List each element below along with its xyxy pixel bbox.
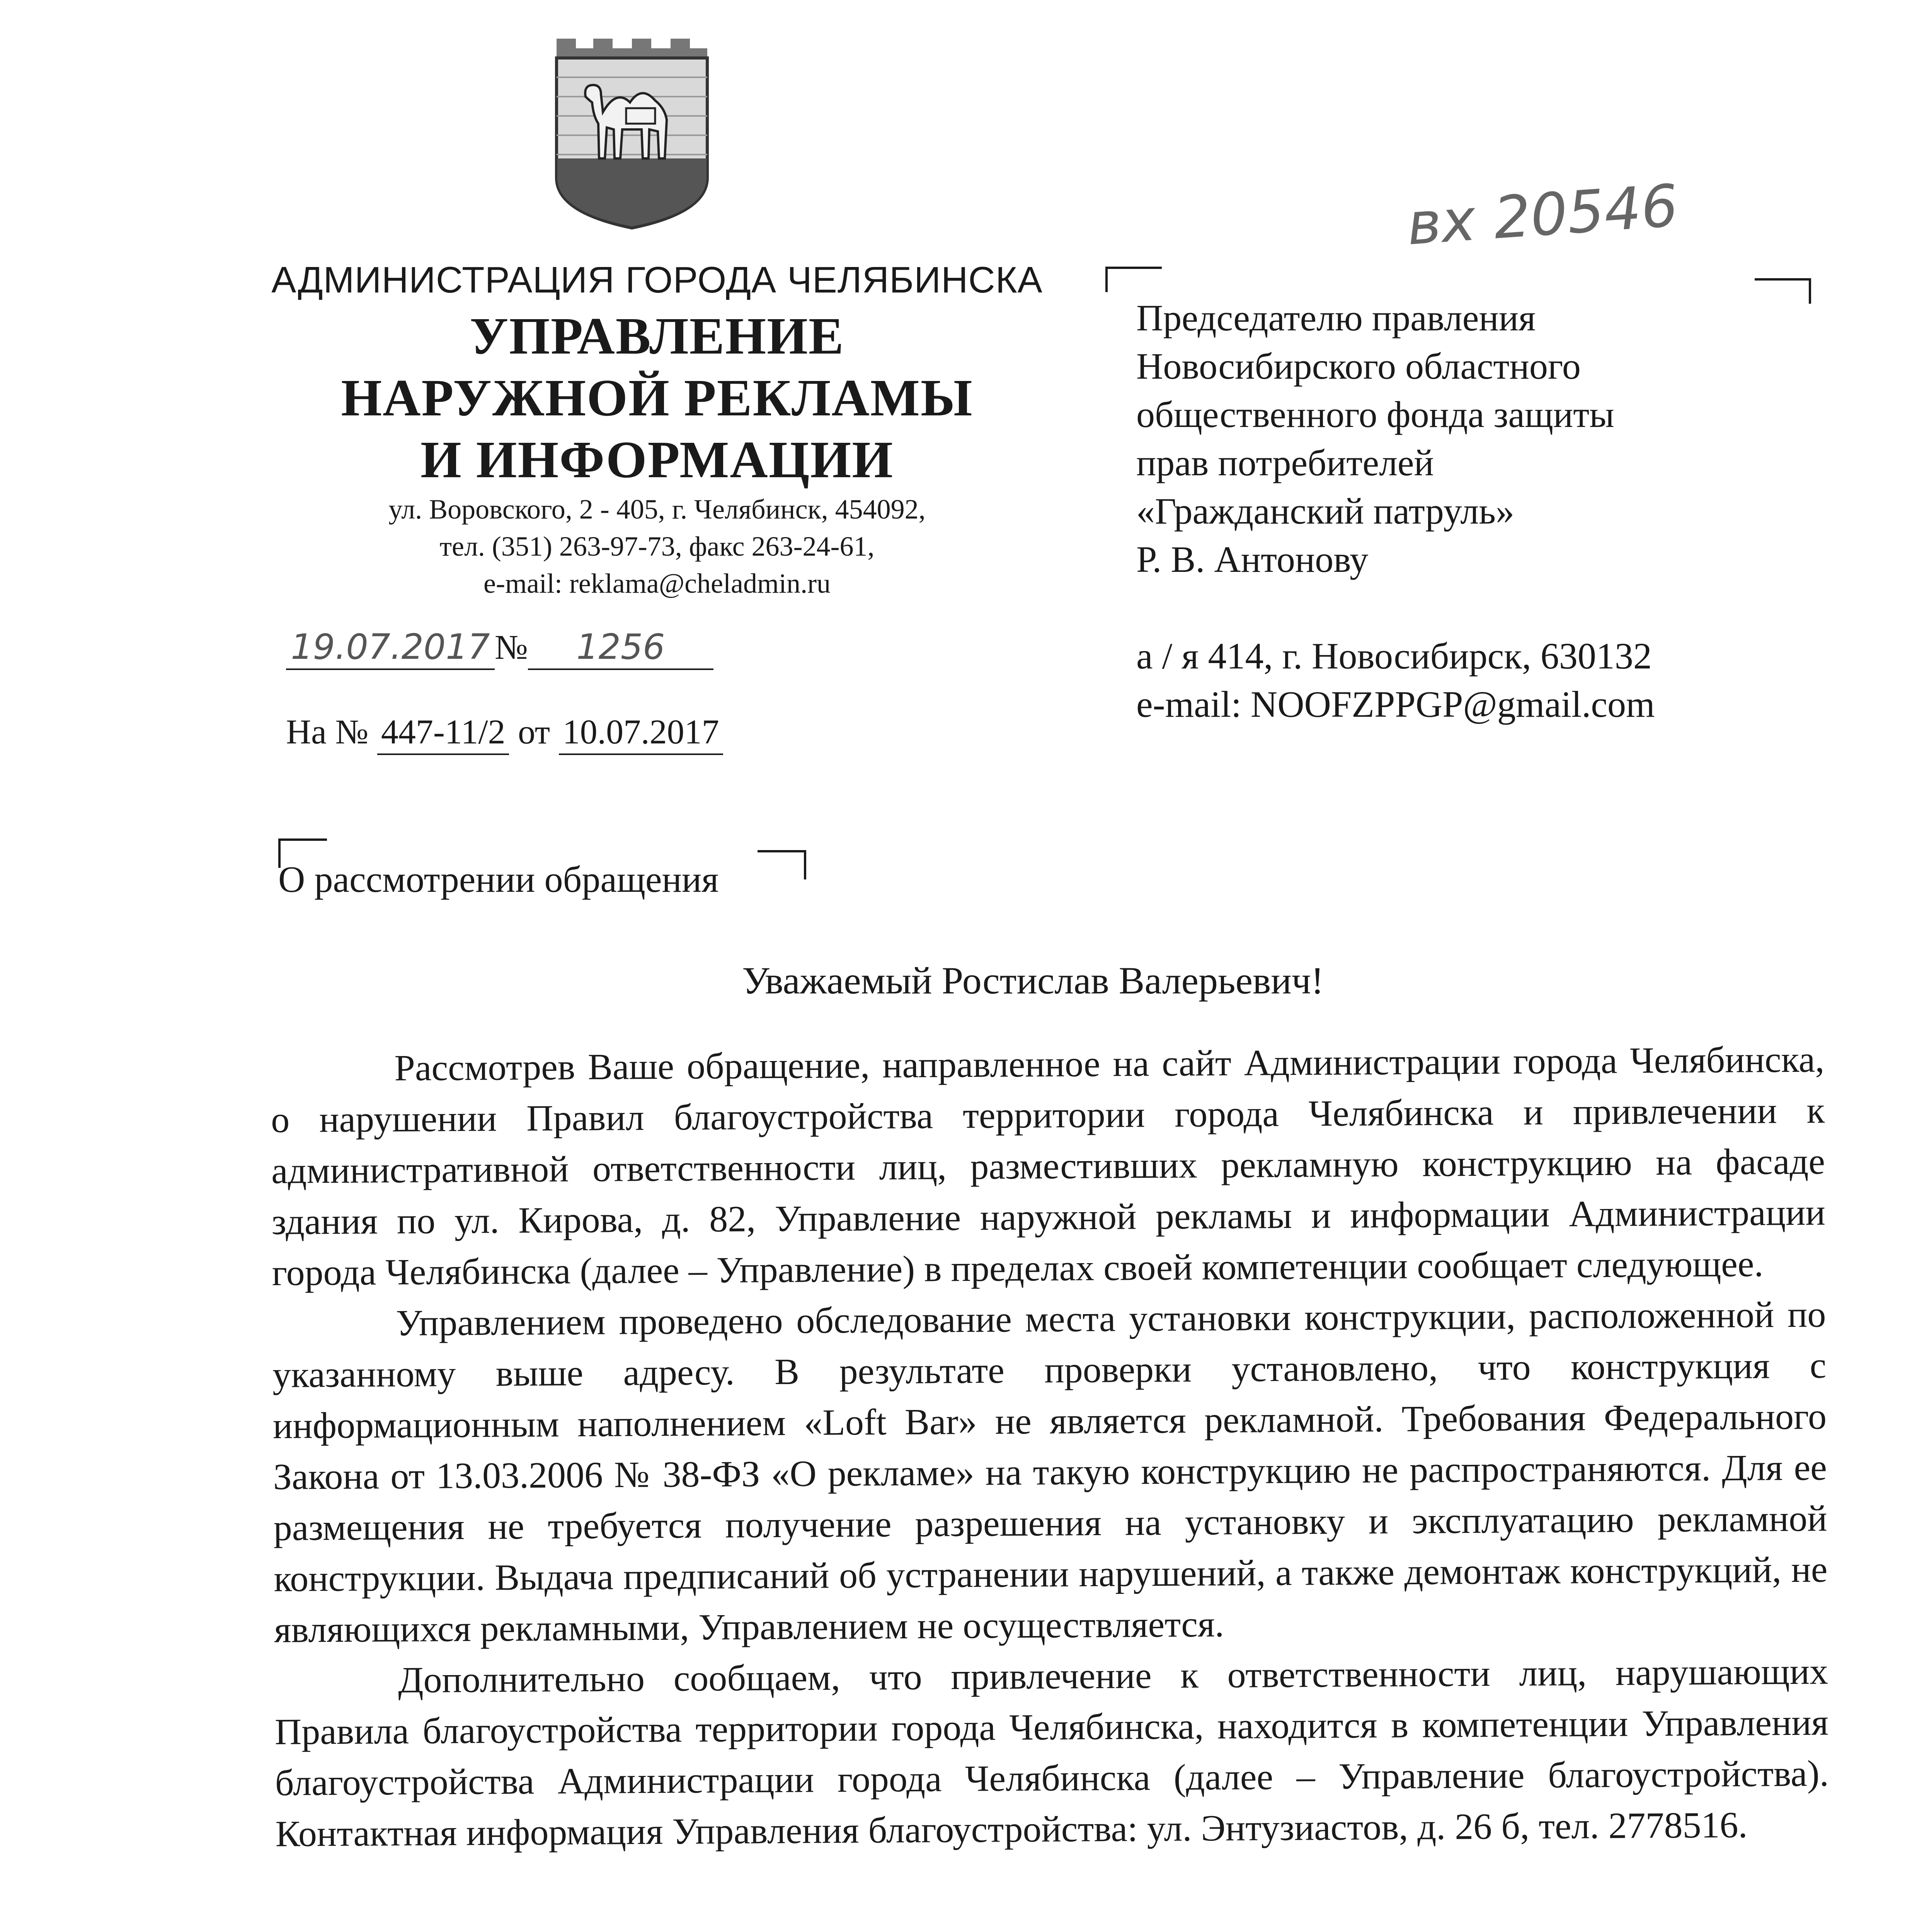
reply-prefix: На № <box>286 713 369 751</box>
reply-date: 10.07.2017 <box>559 711 723 755</box>
department-email: e-mail: reklama@cheladmin.ru <box>484 568 831 599</box>
administration-title: АДМИНИСТРАЦИЯ ГОРОДА ЧЕЛЯБИНСКА <box>271 259 1043 301</box>
reply-reference <box>286 711 723 755</box>
incoming-number-handwritten: вх 20546 <box>1405 172 1680 259</box>
department-phone: тел. (351) 263-97-73, факс 263-24-61, <box>439 531 875 562</box>
letterhead <box>271 255 1044 602</box>
addressee-postal: а / я 414, г. Новосибирск, 630132 <box>1136 635 1652 677</box>
outgoing-date: 19.07.2017 <box>286 626 495 670</box>
body-paragraph: Управлением проведено обследование места установки конструкции, расположенной по указанному выше адресу. В результате проверки установлено, что конструкция с информационным наполнением «Loft Bar» не является рекламной. Требования Федерального Закона от 13.03.2006 № 38-ФЗ «О рекламе» на такую конструкцию не распространяются. Для ее размещения не требуется получение разрешения на установку и эксплуатацию рекламной конструкции. Выдача предписаний об устранении нарушений, а также демонтаж конструкций, не являющихся рекламными, Управлением не осуществляется. <box>272 1293 1828 1650</box>
addressee-line: «Гражданский патруль» <box>1136 490 1515 532</box>
chelyabinsk-coat-of-arms-icon <box>549 31 715 232</box>
addressee-email: e-mail: NOOFZPPGP@gmail.com <box>1136 684 1655 725</box>
department-title-line-2: НАРУЖНОЙ РЕКЛАМЫ <box>341 369 973 427</box>
reply-number: 447-11/2 <box>377 711 509 755</box>
letter-body <box>271 1034 1829 1859</box>
addressee-line: общественного фонда защиты <box>1136 394 1614 435</box>
reply-from-label: от <box>518 713 550 751</box>
body-paragraph: Дополнительно сообщаем, что привлечение к ответственности лиц, нарушающих Правила благоустройства территории города Челябинска, находится в компетенции Управления благоустройства Администрации города Челябинска (далее – Управление благоустройства). Контактная информация Управления благоустройства: ул. Энтузиастов, д. 26 б, тел. 2778516. <box>274 1650 1829 1854</box>
outgoing-number: 1256 <box>528 626 713 670</box>
letter-subject: О рассмотрении обращения <box>278 859 719 900</box>
greeting: Уважаемый Ростислав Валерьевич! <box>742 959 1324 1002</box>
number-label: № <box>495 628 528 667</box>
subject-corner-top-right <box>758 850 806 879</box>
department-title-line-1: УПРАВЛЕНИЕ <box>470 307 844 365</box>
addressee-corner-top-left <box>1105 267 1162 292</box>
body-paragraph: Рассмотрев Ваше обращение, направленное на сайт Администрации города Челябинска, о нарушении Правил благоустройства территории города Челябинска и привлечении к административной ответственности лиц, разместивших рекламную конструкцию на фасаде здания по ул. Кирова, д. 82, Управление наружной рекламы и информации Администрации города Челябинска (далее – Управление) в пределах своей компетенции сообщает следующее. <box>271 1038 1826 1293</box>
addressee-line: Р. В. Антонову <box>1136 539 1369 580</box>
department-title-line-3: И ИНФОРМАЦИИ <box>420 431 894 489</box>
addressee-line: Новосибирского областного <box>1136 345 1581 387</box>
outgoing-registration <box>286 626 713 670</box>
department-address: ул. Воровского, 2 - 405, г. Челябинск, 454092, <box>388 494 926 525</box>
addressee-block <box>1136 294 1871 728</box>
addressee-line: Председателю правления <box>1136 297 1536 338</box>
addressee-line: прав потребителей <box>1136 442 1434 483</box>
